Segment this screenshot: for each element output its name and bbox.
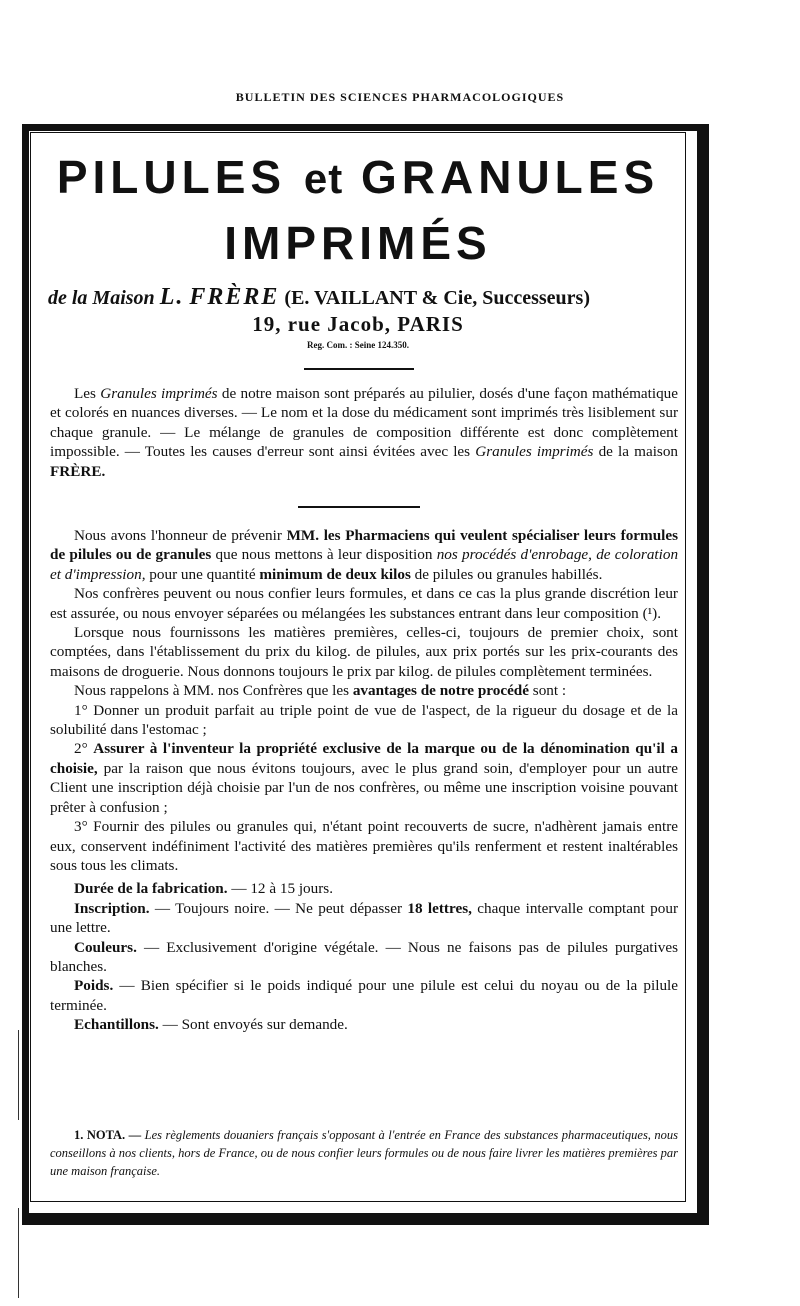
title-word-granules: GRANULES <box>361 151 660 203</box>
scan-mark-bottom-left <box>18 1208 19 1298</box>
duree: Durée de la fabrication. — 12 à 15 jours. <box>74 880 334 898</box>
title-word-pilules: PILULES <box>56 151 287 203</box>
divider-rule-2 <box>298 506 420 508</box>
maison-line <box>48 284 678 311</box>
paragraph-pharmaciens: Nous avons l'honneur de prévenir MM. les Pharmaciens qui veulent spécialiser leurs formules de pilules ou de granules que nous mettons à leur disposition nos procédés d'enrobage, de coloration et d'impression, pour une quantité minimum de deux kilos de pilules ou granules habillés. <box>50 527 679 583</box>
scan-mark-left <box>18 1030 19 1120</box>
journal-header: BULLETIN DES SCIENCES PHARMACOLOGIQUES <box>235 90 565 104</box>
inscription: Inscription. — Toujours noire. — Ne peut dépasser 18 lettres, chaque intervalle comptant pour une lettre. <box>50 899 679 937</box>
ad-title-line-2: IMPRIMÉS <box>224 217 492 269</box>
paragraph-matieres: Lorsque nous fournissons les matières premières, celles-ci, toujours de premier choix, sont comptées, dans l'établissement du prix du kilog. de pilules, aux prix portés sur les prix-courants des maisons de droguerie. Nous donnons toujours le prix par kilog. de pilules complètement terminées. <box>50 624 678 680</box>
registration: Reg. Com. : Seine 124.350. <box>307 340 409 350</box>
point-3: 3° Fournir des pilules ou granules qui, n'étant point recouverts de sucre, n'adhèrent jamais entre eux, conservent indéfiniment l'activité des matières premières qu'ils renferment et restent inaltérables sous tous les climats. <box>50 818 678 874</box>
intro-block <box>50 384 678 481</box>
echantillons: Echantillons. — Sont envoyés sur demande. <box>74 1016 348 1034</box>
title-word-et: et <box>303 155 344 202</box>
main-block <box>50 526 678 1035</box>
nota-footnote <box>50 1126 678 1180</box>
paragraph-granules: Les Granules imprimés de notre maison sont préparés au pilulier, dosés d'une façon mathématique et colorés en nuances diverses. — Le nom et la dose du médicament sont imprimés très lisiblement sur chaque granule. — Le mélange de granules de composition différente est donc complètement impossible. — Toutes les causes d'erreur sont ainsi évitées avec les Granules imprimés de la maison FRÈRE. <box>50 385 679 480</box>
poids: Poids. — Bien spécifier si le poids indiqué pour une pilule est celui du noyau ou de la pilule terminée. <box>50 977 679 1014</box>
maison-prefix: de la Maison <box>48 287 155 309</box>
ad-title-line-1 <box>40 150 676 204</box>
point-1: 1° Donner un produit parfait au triple point de vue de l'aspect, de la rigueur du dosage et de la solubilité dans l'estomac ; <box>50 701 678 739</box>
paragraph-avantages: Nous rappelons à MM. nos Confrères que les avantages de notre procédé sont : <box>74 682 567 700</box>
maison-initial: L. <box>159 284 185 310</box>
maison-successors: (E. VAILLANT & Cie, Successeurs) <box>284 287 590 309</box>
address: 19, rue Jacob, PARIS <box>252 312 464 336</box>
divider-rule-1 <box>304 368 414 370</box>
nota-label: 1. NOTA. — <box>74 1128 142 1142</box>
point-2: 2° Assurer à l'inventeur la propriété exclusive de la marque ou de la dénomination qu'il a choisie, par la raison que nous évitons toujours, avec le plus grand soin, d'employer pour un autre Client une inscription déjà choisie par l'un de nos confrères, ou même une inscription voisine pouvant prêter à confusion ; <box>50 740 678 816</box>
nota-text: Les règlements douaniers français s'opposant à l'entrée en France des substances pharmaceutiques, nous conseillons à nos clients, hors de France, ou de nous confier leurs formules ou de nous faire livrer les matières premières par une maison française. <box>50 1128 679 1178</box>
couleurs: Couleurs. — Exclusivement d'origine végétale. — Nous ne faisons pas de pilules purgatives blanches. <box>50 938 678 975</box>
maison-name: FRÈRE <box>189 284 280 310</box>
paragraph-confreres: Nos confrères peuvent ou nous confier leurs formules, et dans ce cas la plus grande discrétion leur est assurée, ou nous envoyer séparées ou mélangées les substances entrant dans leur composition (¹). <box>50 585 678 622</box>
